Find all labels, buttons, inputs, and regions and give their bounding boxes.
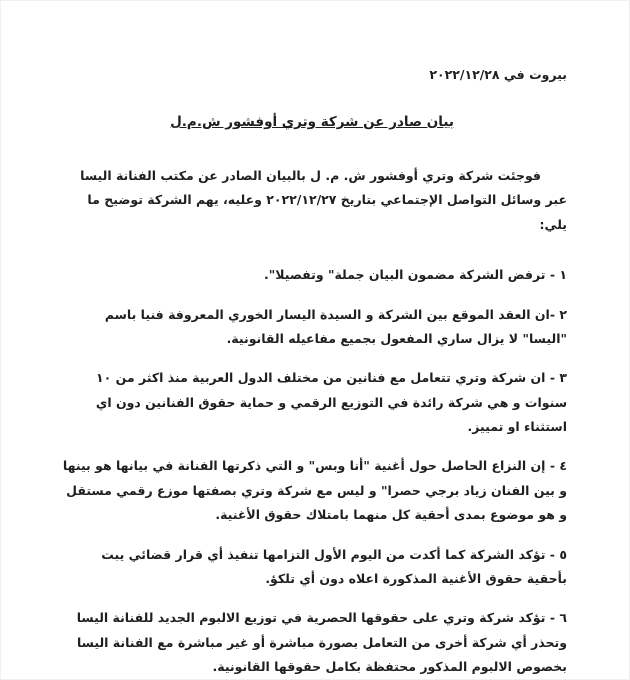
statement-item-6: ٦ - تؤكد شركة وتري على حقوقها الحصرية في توزيع الالبوم الجديد للفنانة اليسا وتحذر أي شركة أخرى من التعامل بصورة مباشرة أو غير مباشرة مع الفنانة اليسا بخصوص الالبوم المذكور محتفظة بكامل حقوقها القانونية. <box>76 610 567 674</box>
statement-item-1: ١ - ترفض الشركة مضمون البيان جملة" وتفصيلا". <box>263 267 567 283</box>
statement-item-2: ٢ -ان العقد الموقع بين الشركة و السيدة اليسار الخوري المعروفة فنيا باسم "اليسا" لا يزال ساري المفعول بجميع مفاعيله القانونية. <box>104 306 567 346</box>
date-line: بيروت في ٢٠٢٢/١٢/٢٨ <box>429 67 567 82</box>
statement-item-4: ٤ - إن النزاع الحاصل حول أغنية "أنا وبس" و التي ذكرتها الفنانة في بيانها هو بينها و بين الفنان زياد برجي حصرا" و ليس مع شركة وتري بصفتها موزع رقمي مستقل و هو موضوع بمدى أحقية كل منهما بامتلاك حقوق الأغنية. <box>62 458 567 523</box>
intro-paragraph: فوجئت شركة وتري أوفشور ش. م. ل بالبيان الصادر عن مكتب الفنانة اليسا عبر وسائل التواصل الإجتماعي بتاريخ ٢٠٢٢/١٢/٢٧ وعليه، يهم الشركة توضيح ما يلي: <box>80 168 567 232</box>
statement-item-5: ٥ - تؤكد الشركة كما أكدت من اليوم الأول التزامها تنفيذ أي قرار قضائي يبت بأحقية حقوق الأغنية المذكورة اعلاه دون أي تلكؤ. <box>101 546 567 586</box>
document-title: بيان صادر عن شركة وتري أوفشور ش.م.ل <box>170 114 454 130</box>
statement-item-3: ٣ - ان شركة وتري تتعامل مع فنانين من مختلف الدول العربية منذ اكثر من ١٠ سنوات و هي شركة رائدة في التوزيع الرقمي و حماية حقوق الفنانين دون اي استثناء او تمييز. <box>95 370 567 434</box>
